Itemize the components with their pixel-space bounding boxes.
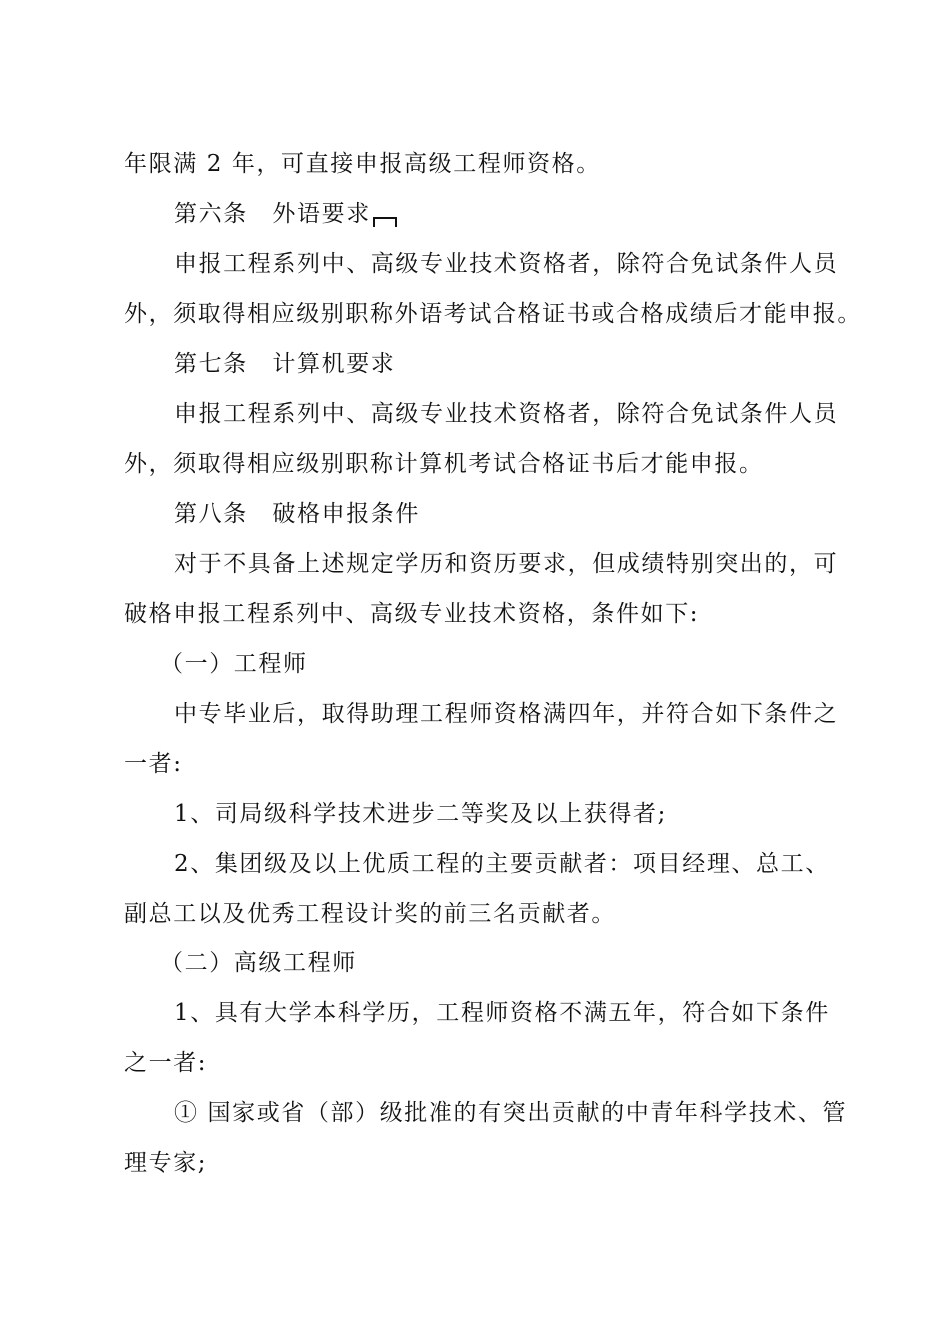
list-item: 2、集团级及以上优质工程的主要贡献者：项目经理、总工、 (174, 851, 830, 877)
text-line: 一者: (124, 751, 183, 777)
text-line: 年限满 2 年，可直接申报高级工程师资格。 (124, 151, 601, 177)
article-heading-7: 第七条 计算机要求 (174, 351, 396, 377)
edit-mark-icon (373, 217, 397, 227)
list-item: ① 国家或省（部）级批准的有突出贡献的中青年科学技术、管 (174, 1100, 848, 1126)
section-heading-senior-engineer: （二）高级工程师 (160, 950, 357, 976)
article-heading-8: 第八条 破格申报条件 (174, 501, 420, 527)
text-line: 之一者: (124, 1050, 208, 1076)
section-heading-engineer: （一）工程师 (160, 651, 308, 677)
text-line: 破格申报工程系列中、高级专业技术资格，条件如下: (124, 601, 700, 627)
article-heading-6 (174, 199, 397, 229)
text-line: 申报工程系列中、高级专业技术资格者，除符合免试条件人员 (174, 401, 839, 427)
text-line: 副总工以及优秀工程设计奖的前三名贡献者。 (124, 901, 616, 927)
list-item: 1、司局级科学技术进步二等奖及以上获得者; (174, 801, 667, 827)
article-heading-text: 第六条 外语要求 (174, 201, 371, 227)
text-line: 申报工程系列中、高级专业技术资格者，除符合免试条件人员 (174, 251, 839, 277)
list-item: 1、具有大学本科学历，工程师资格不满五年，符合如下条件 (174, 1000, 830, 1026)
text-line: 对于不具备上述规定学历和资历要求，但成绩特别突出的，可 (174, 551, 839, 577)
text-line: 中专毕业后，取得助理工程师资格满四年，并符合如下条件之 (174, 701, 839, 727)
text-line: 外，须取得相应级别职称外语考试合格证书或合格成绩后才能申报。 (124, 301, 862, 327)
text-line: 外，须取得相应级别职称计算机考试合格证书后才能申报。 (124, 451, 764, 477)
text-line: 理专家; (124, 1150, 208, 1176)
